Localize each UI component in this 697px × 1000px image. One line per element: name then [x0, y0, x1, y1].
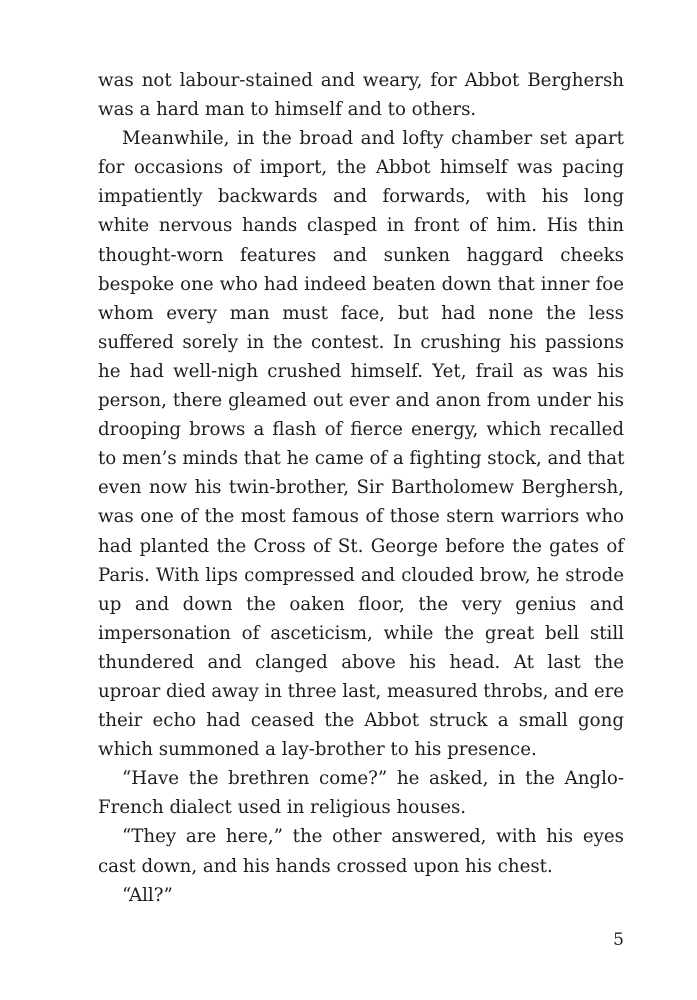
text-line: suffered sorely in the contest. In crushing his passions [98, 331, 624, 353]
text-line: person, there gleamed out ever and anon from under his [98, 390, 624, 412]
text-line: thought-worn features and sunken haggard cheeks [98, 244, 624, 266]
text-line: was not labour-stained and weary, for Abbot Berghersh [98, 70, 624, 91]
text-line: which summoned a lay-brother to his presence. [98, 739, 537, 761]
text-line: bespoke one who had indeed beaten down that inner foe [98, 273, 624, 295]
text-line: whom every man must face, but had none the less [98, 302, 624, 324]
text-line: up and down the oaken floor, the very genius and [98, 593, 624, 615]
text-line: even now his twin-brother, Sir Bartholomew Berghersh, [98, 477, 624, 499]
text-line: impatiently backwards and forwards, with his long [98, 186, 624, 208]
text-line: uproar died away in three last, measured throbs, and ere [98, 680, 624, 702]
text-line: for occasions of import, the Abbot himself was pacing [98, 157, 624, 179]
text-line: their echo had ceased the Abbot struck a small gong [98, 710, 624, 732]
text-line: was a hard man to himself and to others. [98, 99, 477, 121]
text-line: Paris. With lips compressed and clouded brow, he strode [98, 564, 624, 586]
text-line: “They are here,” the other answered, with his eyes [122, 826, 624, 848]
text-line: impersonation of asceticism, while the great bell still [98, 622, 624, 644]
text-line: French dialect used in religious houses. [98, 797, 467, 819]
text-line: had planted the Cross of St. George before the gates of [98, 535, 624, 557]
text-line: to men’s minds that he came of a fighting stock, and that [98, 448, 625, 470]
page-number: 5 [613, 930, 624, 950]
text-line: “All?” [122, 884, 173, 906]
text-line: drooping brows a flash of fierce energy, which recalled [98, 419, 624, 441]
text-line: thundered and clanged above his head. At last the [98, 651, 624, 673]
body-text [98, 66, 624, 910]
text-line: cast down, and his hands crossed upon his chest. [98, 855, 553, 877]
text-line: he had well-nigh crushed himself. Yet, frail as was his [98, 360, 624, 382]
text-line: was one of the most famous of those stern warriors who [98, 506, 624, 528]
text-line: “Have the brethren come?” he asked, in the Anglo- [122, 768, 624, 790]
text-line: Meanwhile, in the broad and lofty chamber set apart [122, 128, 624, 150]
text-line: white nervous hands clasped in front of him. His thin [98, 215, 624, 237]
